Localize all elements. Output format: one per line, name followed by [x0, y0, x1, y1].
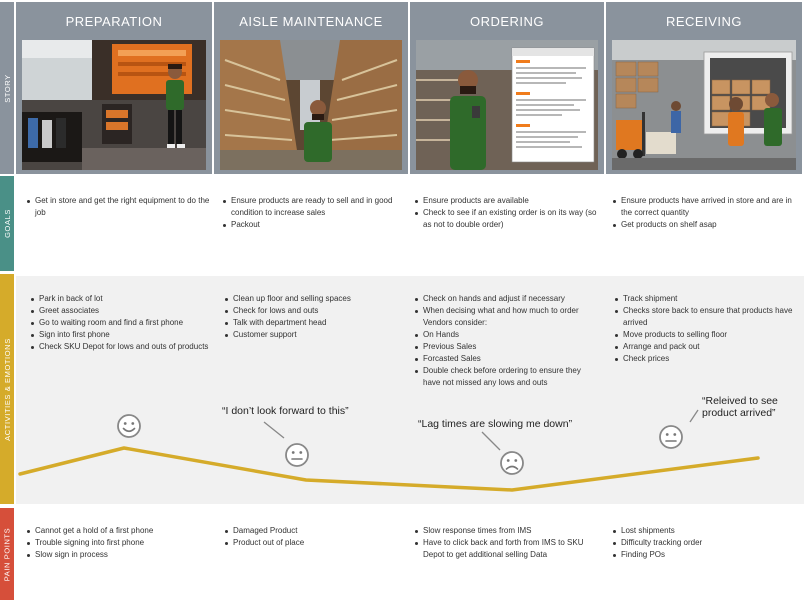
activity-item: On Hands: [414, 329, 600, 341]
activity-item: Park in back of lot: [30, 293, 210, 305]
stage-header-aisle-maintenance: AISLE MAINTENANCE: [214, 2, 408, 40]
happy-face-icon: [118, 415, 140, 437]
activity-item: Greet associates: [30, 305, 210, 317]
activity-item: Customer support: [224, 329, 406, 341]
activity-item: Forcasted Sales: [414, 353, 600, 365]
emotion-journey-chart: [16, 380, 804, 504]
stage-header-receiving: RECEIVING: [606, 2, 802, 40]
pain-points-receiving: [612, 525, 798, 561]
pain-point-item: Lost shipments: [612, 525, 798, 537]
story-image-ordering: [416, 40, 598, 170]
story-image-preparation: [22, 40, 206, 170]
row-label-activities: [0, 274, 14, 504]
pain-points-preparation: [26, 525, 210, 561]
activity-item: Talk with department head: [224, 317, 406, 329]
sad-face-icon: [501, 452, 523, 474]
goals-list-aisle-maintenance: [222, 195, 406, 231]
activities-list-aisle-maintenance: [224, 293, 406, 341]
activities-list-ordering: [414, 293, 600, 389]
activity-item: Arrange and pack out: [614, 341, 798, 353]
pain-point-item: Damaged Product: [224, 525, 406, 537]
story-image-aisle-maintenance: [220, 40, 402, 170]
story-frame-preparation: [16, 40, 212, 174]
goals-receiving: [612, 195, 798, 231]
goals-ordering: [414, 195, 600, 231]
neutral-face-icon: [660, 426, 682, 448]
pain-point-item: Slow sign in process: [26, 549, 210, 561]
activity-item: When decising what and how much to order Vendors consider:: [414, 305, 600, 329]
pain-point-item: Finding POs: [612, 549, 798, 561]
activity-item: Previous Sales: [414, 341, 600, 353]
pain-point-item: Cannot get a hold of a first phone: [26, 525, 210, 537]
activity-item: Check SKU Depot for lows and outs of products: [30, 341, 210, 353]
quote-aisle-maintenance: “I don’t look forward to this”: [222, 405, 349, 417]
activity-item: Check prices: [614, 353, 798, 365]
activity-item: Checks store back to ensure that products have arrived: [614, 305, 798, 329]
activities-list-preparation: [30, 293, 210, 353]
row-label-story: [0, 2, 14, 174]
neutral-face-icon: [286, 444, 308, 466]
pain-point-item: Trouble signing into first phone: [26, 537, 210, 549]
quote-pointer-receiving: [690, 410, 698, 422]
activities-ordering: [414, 293, 600, 389]
activities-aisle-maintenance: [224, 293, 406, 341]
goal-item: Ensure products are ready to sell and in good condition to increase sales: [222, 195, 406, 219]
quote-ordering: “Lag times are slowing me down”: [418, 418, 573, 430]
goals-aisle-maintenance: [222, 195, 406, 231]
stage-header-ordering: ORDERING: [410, 2, 604, 40]
story-frame-aisle-maintenance: [214, 40, 408, 174]
activity-item: Go to waiting room and find a first phone: [30, 317, 210, 329]
activities-preparation: [30, 293, 210, 353]
pain-points-aisle-maintenance: [224, 525, 406, 549]
pain-points-list-aisle-maintenance: [224, 525, 406, 549]
story-frame-ordering: [410, 40, 604, 174]
pain-point-item: Difficulty tracking order: [612, 537, 798, 549]
row-label-story-text: STORY: [2, 73, 12, 103]
activity-item: Move products to selling floor: [614, 329, 798, 341]
goals-preparation: [26, 195, 210, 219]
quote-receiving: “Releived to see product arrived”: [702, 395, 778, 419]
activity-item: Clean up floor and selling spaces: [224, 293, 406, 305]
pain-points-list-preparation: [26, 525, 210, 561]
pain-point-item: Slow response times from IMS: [414, 525, 600, 537]
row-label-pain-points: [0, 508, 14, 600]
activity-item: Check on hands and adjust if necessary: [414, 293, 600, 305]
row-label-goals: [0, 176, 14, 271]
goal-item: Get in store and get the right equipment to do the job: [26, 195, 210, 219]
row-label-activities-text: ACTIVITIES & EMOTIONS: [2, 337, 12, 441]
journey-line: [20, 448, 758, 490]
goals-list-ordering: [414, 195, 600, 231]
goals-list-preparation: [26, 195, 210, 219]
goal-item: Check to see if an existing order is on its way (so as not to double order): [414, 207, 600, 231]
goals-list-receiving: [612, 195, 798, 231]
story-frame-receiving: [606, 40, 802, 174]
quote-pointer-ordering: [482, 432, 500, 450]
goal-item: Ensure products have arrived in store and are in the correct quantity: [612, 195, 798, 219]
activity-item: Track shipment: [614, 293, 798, 305]
goal-item: Packout: [222, 219, 406, 231]
activity-item: Sign into first phone: [30, 329, 210, 341]
pain-points-list-ordering: [414, 525, 600, 561]
pain-points-list-receiving: [612, 525, 798, 561]
pain-point-item: Product out of place: [224, 537, 406, 549]
goal-item: Ensure products are available: [414, 195, 600, 207]
pain-point-item: Have to click back and forth from IMS to SKU Depot to get additional selling Data: [414, 537, 600, 561]
row-label-goals-text: GOALS: [2, 209, 12, 238]
activity-item: Double check before ordering to ensure they have not missed any lows and outs: [414, 365, 600, 389]
pain-points-ordering: [414, 525, 600, 561]
row-label-pain-points-text: PAIN POINTS: [2, 527, 12, 581]
activities-list-receiving: [614, 293, 798, 365]
quote-pointer-aisle: [264, 422, 284, 438]
activity-item: Check for lows and outs: [224, 305, 406, 317]
goal-item: Get products on shelf asap: [612, 219, 798, 231]
activities-receiving: [614, 293, 798, 365]
stage-header-preparation: PREPARATION: [16, 2, 212, 40]
story-image-receiving: [612, 40, 796, 170]
